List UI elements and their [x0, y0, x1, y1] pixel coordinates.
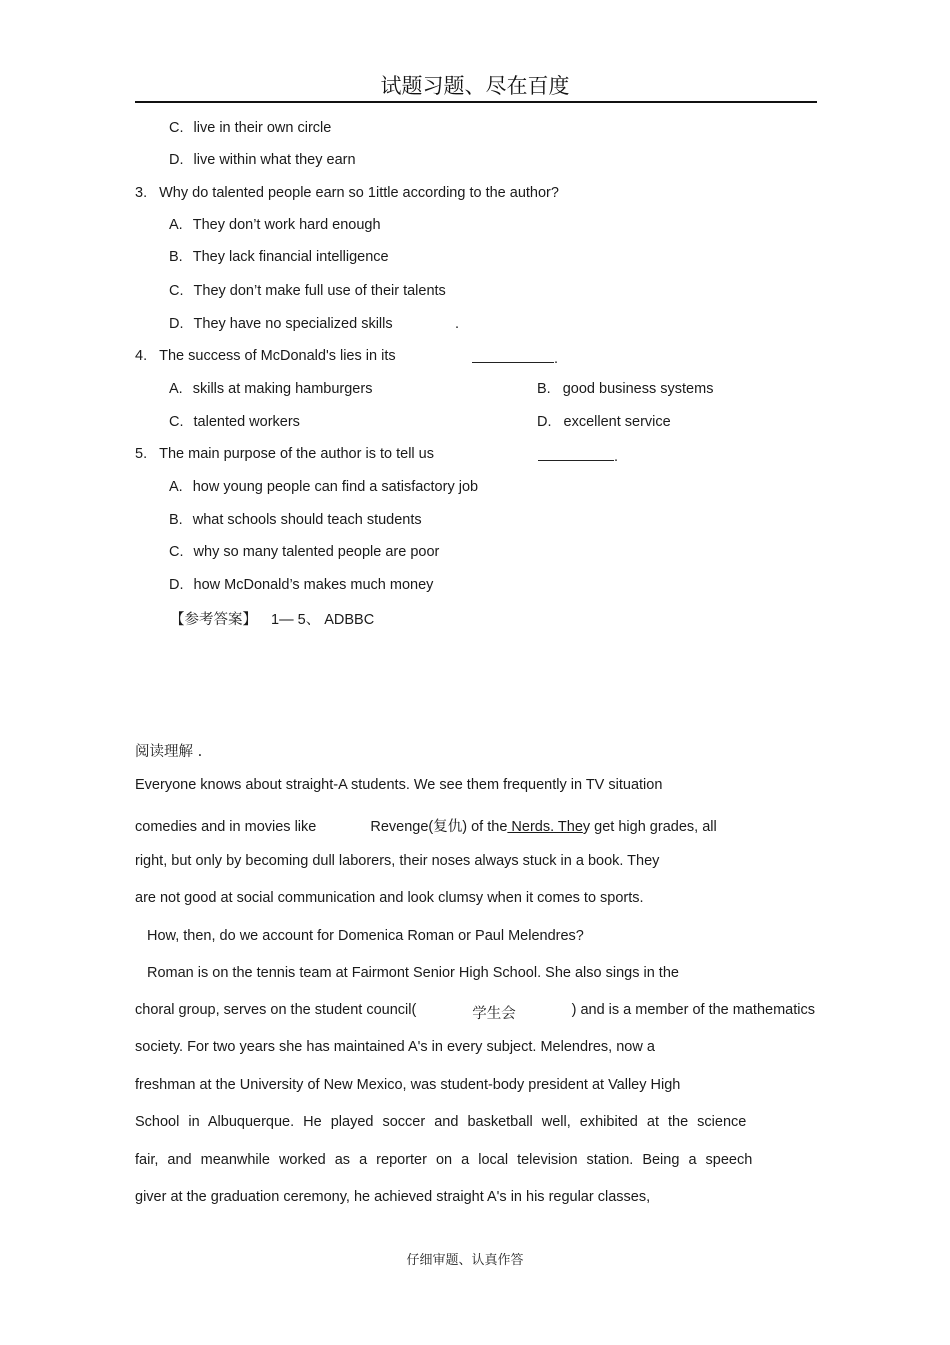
chinese-gloss: 复仇	[433, 819, 463, 835]
passage-line: fair, and meanwhile worked as a reporter on a local television station. Being a speech	[135, 1152, 753, 1168]
question-5-stem	[135, 446, 434, 462]
option-letter: B.	[169, 512, 183, 528]
option-text: skills at making hamburgers	[192, 381, 373, 397]
q3-option-b	[169, 249, 389, 265]
q2-option-c	[169, 120, 331, 136]
option-text: how young people can find a satisfactory job	[192, 479, 479, 495]
q3-trailing-dot: .	[455, 316, 460, 332]
answer-key-value: 1— 5、 ADBBC	[271, 612, 375, 628]
header-divider	[135, 101, 817, 103]
page-header-title: 试题习题、尽在百度	[380, 74, 570, 98]
q4-answer-blank	[472, 348, 558, 367]
q3-option-d	[169, 316, 393, 332]
page-footer: 仔细审题、认真作答	[406, 1253, 524, 1268]
passage-text: ) and is a member of the mathematics	[571, 1002, 815, 1018]
option-letter: D.	[169, 577, 184, 593]
q5-option-d	[169, 577, 433, 593]
question-3-stem	[135, 185, 559, 201]
question-text: Why do talented people earn so 1ittle according to the author?	[159, 185, 559, 201]
q5-option-a	[169, 479, 478, 495]
q2-option-d	[169, 152, 356, 168]
q5-option-b	[169, 512, 422, 528]
passage-line	[135, 815, 717, 836]
question-text: The main purpose of the author is to tell us	[159, 446, 434, 462]
option-text: live in their own circle	[193, 120, 332, 136]
passage-text: Revenge(	[370, 819, 434, 835]
passage-line: School in Albuquerque. He played soccer and basketball well, exhibited at the science	[135, 1114, 747, 1130]
option-text: talented workers	[193, 414, 300, 430]
option-text: why so many talented people are poor	[193, 544, 440, 560]
passage-line: freshman at the University of New Mexico, was student-body president at Valley High	[135, 1077, 681, 1093]
option-letter: B.	[537, 381, 551, 397]
q3-option-a	[169, 217, 381, 233]
option-text: live within what they earn	[193, 152, 356, 168]
option-text: good business systems	[562, 381, 714, 397]
option-letter: D.	[169, 152, 184, 168]
end-punct: .	[614, 449, 619, 465]
passage-line: are not good at social communication and look clumsy when it comes to sports.	[135, 890, 644, 906]
option-letter: A.	[169, 381, 183, 397]
passage-text: ) of the	[462, 819, 508, 835]
q3-option-c	[169, 283, 446, 299]
option-text: what schools should teach students	[192, 512, 422, 528]
passage-line: giver at the graduation ceremony, he achieved straight A's in his regular classes,	[135, 1189, 651, 1205]
option-text: They don’t work hard enough	[192, 217, 381, 233]
q5-option-c	[169, 544, 439, 560]
option-letter: A.	[169, 479, 183, 495]
q4-option-b	[537, 381, 713, 397]
option-text: They lack financial intelligence	[192, 249, 389, 265]
end-punct: .	[554, 351, 559, 367]
option-letter: D.	[169, 316, 184, 332]
question-number: 4.	[135, 348, 148, 364]
option-letter: C.	[169, 283, 184, 299]
passage-text: choral group, serves on the student council(	[135, 1002, 417, 1018]
option-text: They have no specialized skills	[193, 316, 393, 332]
passage-line: How, then, do we account for Domenica Roman or Paul Melendres?	[147, 928, 584, 944]
q5-answer-blank	[538, 446, 618, 465]
passage-line: Roman is on the tennis team at Fairmont Senior High School. She also sings in the	[147, 965, 679, 981]
question-text: The success of McDonald's lies in its	[159, 348, 396, 364]
passage-line: right, but only by becoming dull laborers, their noses always stuck in a book. They	[135, 853, 660, 869]
blank-line	[538, 446, 614, 461]
q4-option-a	[169, 381, 372, 397]
q4-option-c	[169, 414, 300, 430]
reading-heading: 阅读理解 .	[135, 744, 203, 760]
passage-text: y get high grades, all	[582, 819, 717, 835]
question-number: 3.	[135, 185, 148, 201]
answer-key	[170, 608, 374, 629]
option-text: They don’t make full use of their talents	[193, 283, 446, 299]
underlined-text: Nerds. The	[507, 819, 583, 835]
passage-line: society. For two years she has maintained A's in every subject. Melendres, now a	[135, 1039, 655, 1055]
passage-text: comedies and in movies like	[135, 819, 317, 835]
question-number: 5.	[135, 446, 148, 462]
passage-line	[135, 1002, 815, 1023]
question-4-stem	[135, 348, 396, 364]
option-text: excellent service	[563, 414, 671, 430]
option-letter: C.	[169, 120, 184, 136]
option-letter: A.	[169, 217, 183, 233]
chinese-gloss: 学生会	[472, 1006, 516, 1022]
option-letter: C.	[169, 544, 184, 560]
option-letter: D.	[537, 414, 552, 430]
option-text: how McDonald’s makes much money	[193, 577, 434, 593]
option-letter: C.	[169, 414, 184, 430]
option-letter: B.	[169, 249, 183, 265]
answer-key-label: 【参考答案】	[170, 612, 257, 628]
blank-line	[472, 348, 554, 363]
passage-line: Everyone knows about straight-A students. We see them frequently in TV situation	[135, 777, 663, 793]
q4-option-d	[537, 414, 671, 430]
